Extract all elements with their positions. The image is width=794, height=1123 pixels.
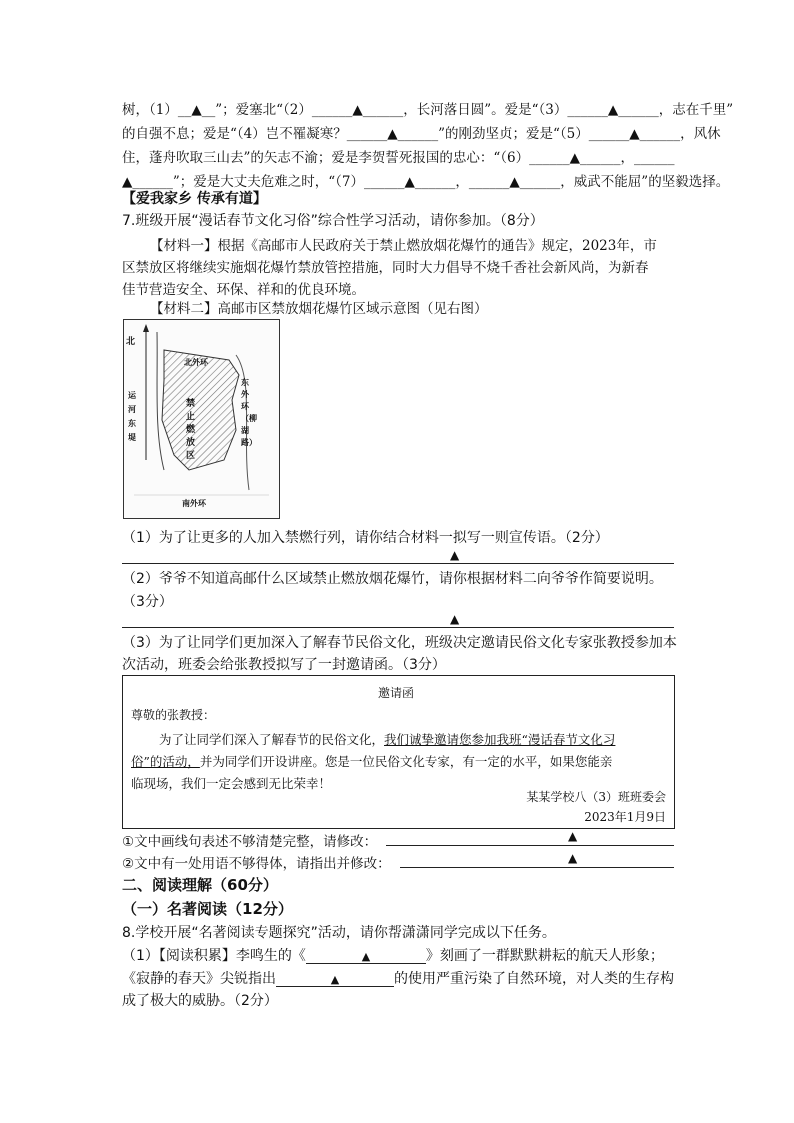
letter-body-2	[131, 752, 612, 770]
q7-sub1: （1）为了让更多的人加入禁燃行列，请你结合材料一拟写一则宣传语。（2分）	[122, 530, 609, 546]
answer-line-1[interactable]	[122, 563, 674, 564]
material1-line1: 【材料一】根据《高邮市人民政府关于禁止燃放烟花爆竹的通告》规定，2023年，市	[150, 238, 657, 254]
q7-sub2-line2: （3分）	[122, 594, 173, 610]
north-arrow-head	[143, 324, 149, 332]
answer-mark: ▲	[361, 950, 371, 963]
material1-line2: 区禁放区将继续实施烟花爆竹禁放管控措施，同时大力倡导不烧千香社会新风尚，为新春	[122, 260, 649, 276]
q8-line1-a: （1）【阅读积累】李鸣生的《	[122, 948, 306, 964]
answer-mark: ▲	[330, 973, 340, 986]
map-north-ring-label: 北外环	[184, 357, 208, 367]
answer-mark: ▲	[450, 548, 460, 562]
fix-1-label: ①文中画线句表述不够清楚完整，请修改：	[122, 834, 378, 850]
q8-line2	[122, 968, 674, 988]
letter-signature: 某某学校八（3）班班委会	[526, 790, 666, 804]
material1-line3: 佳节营造安全、环保、祥和的优良环境。	[122, 282, 365, 298]
restricted-zone-area	[162, 350, 239, 470]
letter-body-2b: 并为同学们开设讲座。您是一位民俗文化专家，有一定的水平，如果您能亲	[199, 754, 613, 769]
fix-2-answer-line[interactable]	[400, 867, 674, 868]
poem-line-1: 树，（1）__▲__”；爱塞北“（2）______▲______，长河落日圆”。爱是“（3）______▲______，志在千里”	[122, 102, 734, 118]
letter-salutation: 尊敬的张教授：	[131, 708, 216, 722]
part2-title: 二、阅读理解（60分）	[122, 876, 278, 894]
q8-blank-2[interactable]	[276, 973, 394, 987]
section-title: 【爱我家乡 传承有道】	[122, 191, 267, 207]
q8-line2-a: 《寂静的春天》尖锐指出	[122, 971, 276, 987]
q7-sub3-line2: 次活动，班委会给张教授拟写了一封邀请函。（3分）	[122, 657, 446, 673]
q8-title: 8.学校开展“名著阅读专题探究”活动，请你帮潇潇同学完成以下任务。	[122, 925, 556, 941]
fix-2-label: ②文中有一处用语不够得体，请指出并修改：	[122, 856, 391, 872]
q7-title: 7.班级开展“漫话春节文化习俗”综合性学习活动，请你参加。（8分）	[122, 213, 544, 229]
letter-body-1	[159, 730, 615, 748]
map-south-ring-label: 南外环	[182, 498, 206, 508]
letter-heading: 邀请函	[378, 686, 415, 700]
invitation-letter	[122, 675, 675, 829]
letter-date: 2023年1月9日	[584, 810, 666, 824]
q8-line3: 成了极大的威胁。（2分）	[122, 993, 278, 1009]
q8-line1	[122, 945, 664, 965]
poem-line-2: 的自强不息；爱是“（4）岂不罹凝寒？______▲______”的刚劲坚贞；爱是“（5）______▲______，风休	[122, 126, 721, 142]
letter-underlined-sentence-2: 俗”的活动，	[131, 754, 200, 769]
part2-subtitle: （一）名著阅读（12分）	[122, 900, 293, 918]
q7-sub2-line1: （2）爷爷不知道高邮什么区域禁止燃放烟花爆竹，请你根据材料二向爷爷作简要说明。	[122, 571, 663, 587]
letter-body-1a: 为了让同学们深入了解春节的民俗文化，	[159, 732, 385, 747]
fix-1-answer-line[interactable]	[386, 845, 674, 846]
q7-sub3-line1: （3）为了让同学们更加深入了解春节民俗文化，班级决定邀请民俗文化专家张教授参加本	[122, 635, 677, 651]
q8-line2-b: 的使用严重污染了自然环境，对人类的生存构	[394, 971, 674, 987]
material2: 【材料二】高邮市区禁放烟花爆竹区域示意图（见右图）	[150, 301, 488, 317]
map-canal-label: 运河东堤	[128, 390, 136, 442]
letter-body-3: 临现场，我们一定会感到无比荣幸！	[131, 776, 332, 791]
q8-line1-b: 》刻画了一群默默耕耘的航天人形象；	[425, 948, 664, 964]
map-zone-label: 禁止燃放区	[186, 399, 196, 461]
map-north-label: 北	[126, 337, 136, 347]
poem-line-3: 住，蓬舟吹取三山去”的矢志不渝；爱是李贺誓死报国的忠心：“（6）______▲______，______	[122, 150, 675, 166]
q8-blank-1[interactable]	[306, 950, 426, 964]
letter-underlined-sentence-1: 我们诚挚邀请您参加我班“漫话春节文化习	[384, 732, 616, 747]
map-east-ring-label: 东外环（柳湖路）	[241, 377, 257, 447]
poem-line-4: ▲______”；爱是大丈夫危难之时，“（7）______▲______，______▲______，威武不能屈”的坚毅选择。	[122, 174, 730, 190]
answer-mark: ▲	[450, 612, 460, 626]
answer-mark: ▲	[568, 829, 578, 843]
restricted-zone-map	[123, 319, 280, 519]
answer-line-2[interactable]	[122, 627, 674, 628]
answer-mark: ▲	[568, 851, 578, 865]
